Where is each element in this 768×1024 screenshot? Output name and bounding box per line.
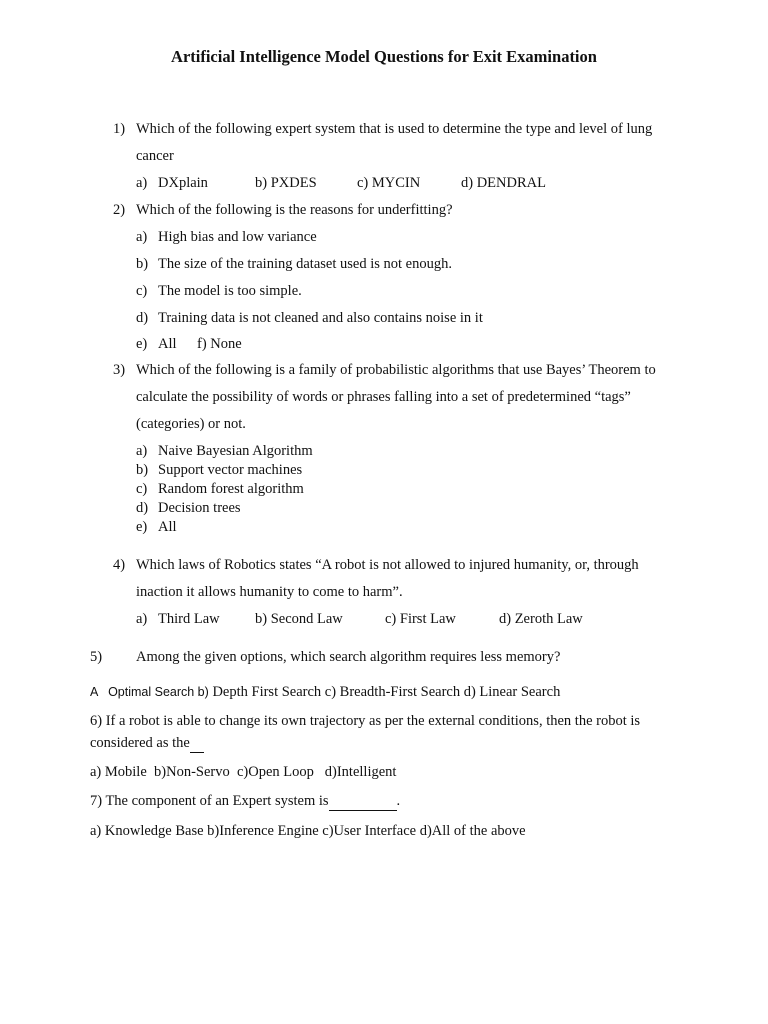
option-text: c) MYCIN bbox=[357, 175, 421, 191]
question-text: considered as the bbox=[90, 735, 190, 751]
question-text: 7) The component of an Expert system is bbox=[90, 793, 329, 809]
option-text: d) Zeroth Law bbox=[499, 611, 583, 627]
option-letter: b) bbox=[136, 462, 149, 478]
option-prefix: A Optimal Search b) bbox=[90, 685, 209, 699]
option-letter: a) bbox=[136, 229, 148, 245]
question-text: 6) If a robot is able to change its own trajectory as per the external conditions, then the robot is bbox=[90, 713, 641, 729]
option-text: b) PXDES bbox=[255, 175, 317, 191]
option-text: All bbox=[158, 336, 177, 352]
answer-blank bbox=[329, 792, 397, 811]
question-number: 2) bbox=[113, 202, 126, 218]
option-letter: a) bbox=[136, 175, 148, 191]
question-number: 3) bbox=[113, 362, 126, 378]
option-text: All bbox=[158, 519, 177, 535]
option-letter: a) bbox=[136, 443, 148, 459]
option-text: High bias and low variance bbox=[158, 229, 317, 245]
question-text: Among the given options, which search algorithm requires less memory? bbox=[136, 649, 561, 665]
question-text: (categories) or not. bbox=[136, 416, 246, 432]
option-letter: a) bbox=[136, 611, 148, 627]
question-text: Which laws of Robotics states “A robot is not allowed to injured humanity, or, through bbox=[136, 557, 639, 573]
option-letter: e) bbox=[136, 336, 148, 352]
option-text: Third Law bbox=[158, 611, 220, 627]
question-text-line bbox=[90, 792, 400, 811]
option-text: c) First Law bbox=[385, 611, 456, 627]
option-letter: c) bbox=[136, 283, 148, 299]
option-text: Random forest algorithm bbox=[158, 481, 304, 497]
question-text: calculate the possibility of words or phrases falling into a set of predetermined “tags” bbox=[136, 389, 631, 405]
page-title: Artificial Intelligence Model Questions for Exit Examination bbox=[171, 47, 597, 66]
question-number: 4) bbox=[113, 557, 126, 573]
option-letter: e) bbox=[136, 519, 148, 535]
option-text: Decision trees bbox=[158, 500, 241, 516]
question-text: cancer bbox=[136, 148, 174, 164]
options-line bbox=[90, 683, 560, 701]
question-text-line bbox=[90, 734, 204, 753]
option-letter: c) bbox=[136, 481, 148, 497]
question-number: 1) bbox=[113, 121, 126, 137]
option-letter: d) bbox=[136, 310, 149, 326]
option-text: Support vector machines bbox=[158, 462, 303, 478]
option-text: DXplain bbox=[158, 175, 208, 191]
question-text: Which of the following is a family of probabilistic algorithms that use Bayes’ Theorem to bbox=[136, 362, 656, 378]
option-text: b) Second Law bbox=[255, 611, 343, 627]
answer-blank bbox=[190, 734, 204, 753]
option-text: The size of the training dataset used is not enough. bbox=[158, 256, 452, 272]
options-line: a) Mobile b)Non-Servo c)Open Loop d)Intelligent bbox=[90, 764, 397, 780]
option-text: Depth First Search c) Breadth-First Search d) Linear Search bbox=[212, 684, 561, 700]
options-line: a) Knowledge Base b)Inference Engine c)User Interface d)All of the above bbox=[90, 823, 526, 839]
option-letter: b) bbox=[136, 256, 149, 272]
question-text-end: . bbox=[396, 793, 401, 809]
option-letter: d) bbox=[136, 500, 149, 516]
question-number: 5) bbox=[90, 649, 103, 665]
option-text: Training data is not cleaned and also contains noise in it bbox=[158, 310, 483, 326]
question-text: Which of the following is the reasons for underfitting? bbox=[136, 202, 453, 218]
option-text: The model is too simple. bbox=[158, 283, 302, 299]
option-text: d) DENDRAL bbox=[461, 175, 546, 191]
question-text: inaction it allows humanity to come to harm”. bbox=[136, 584, 403, 600]
question-text: Which of the following expert system that is used to determine the type and level of lung bbox=[136, 121, 653, 137]
option-text: Naive Bayesian Algorithm bbox=[158, 443, 313, 459]
option-text: f) None bbox=[197, 336, 242, 352]
